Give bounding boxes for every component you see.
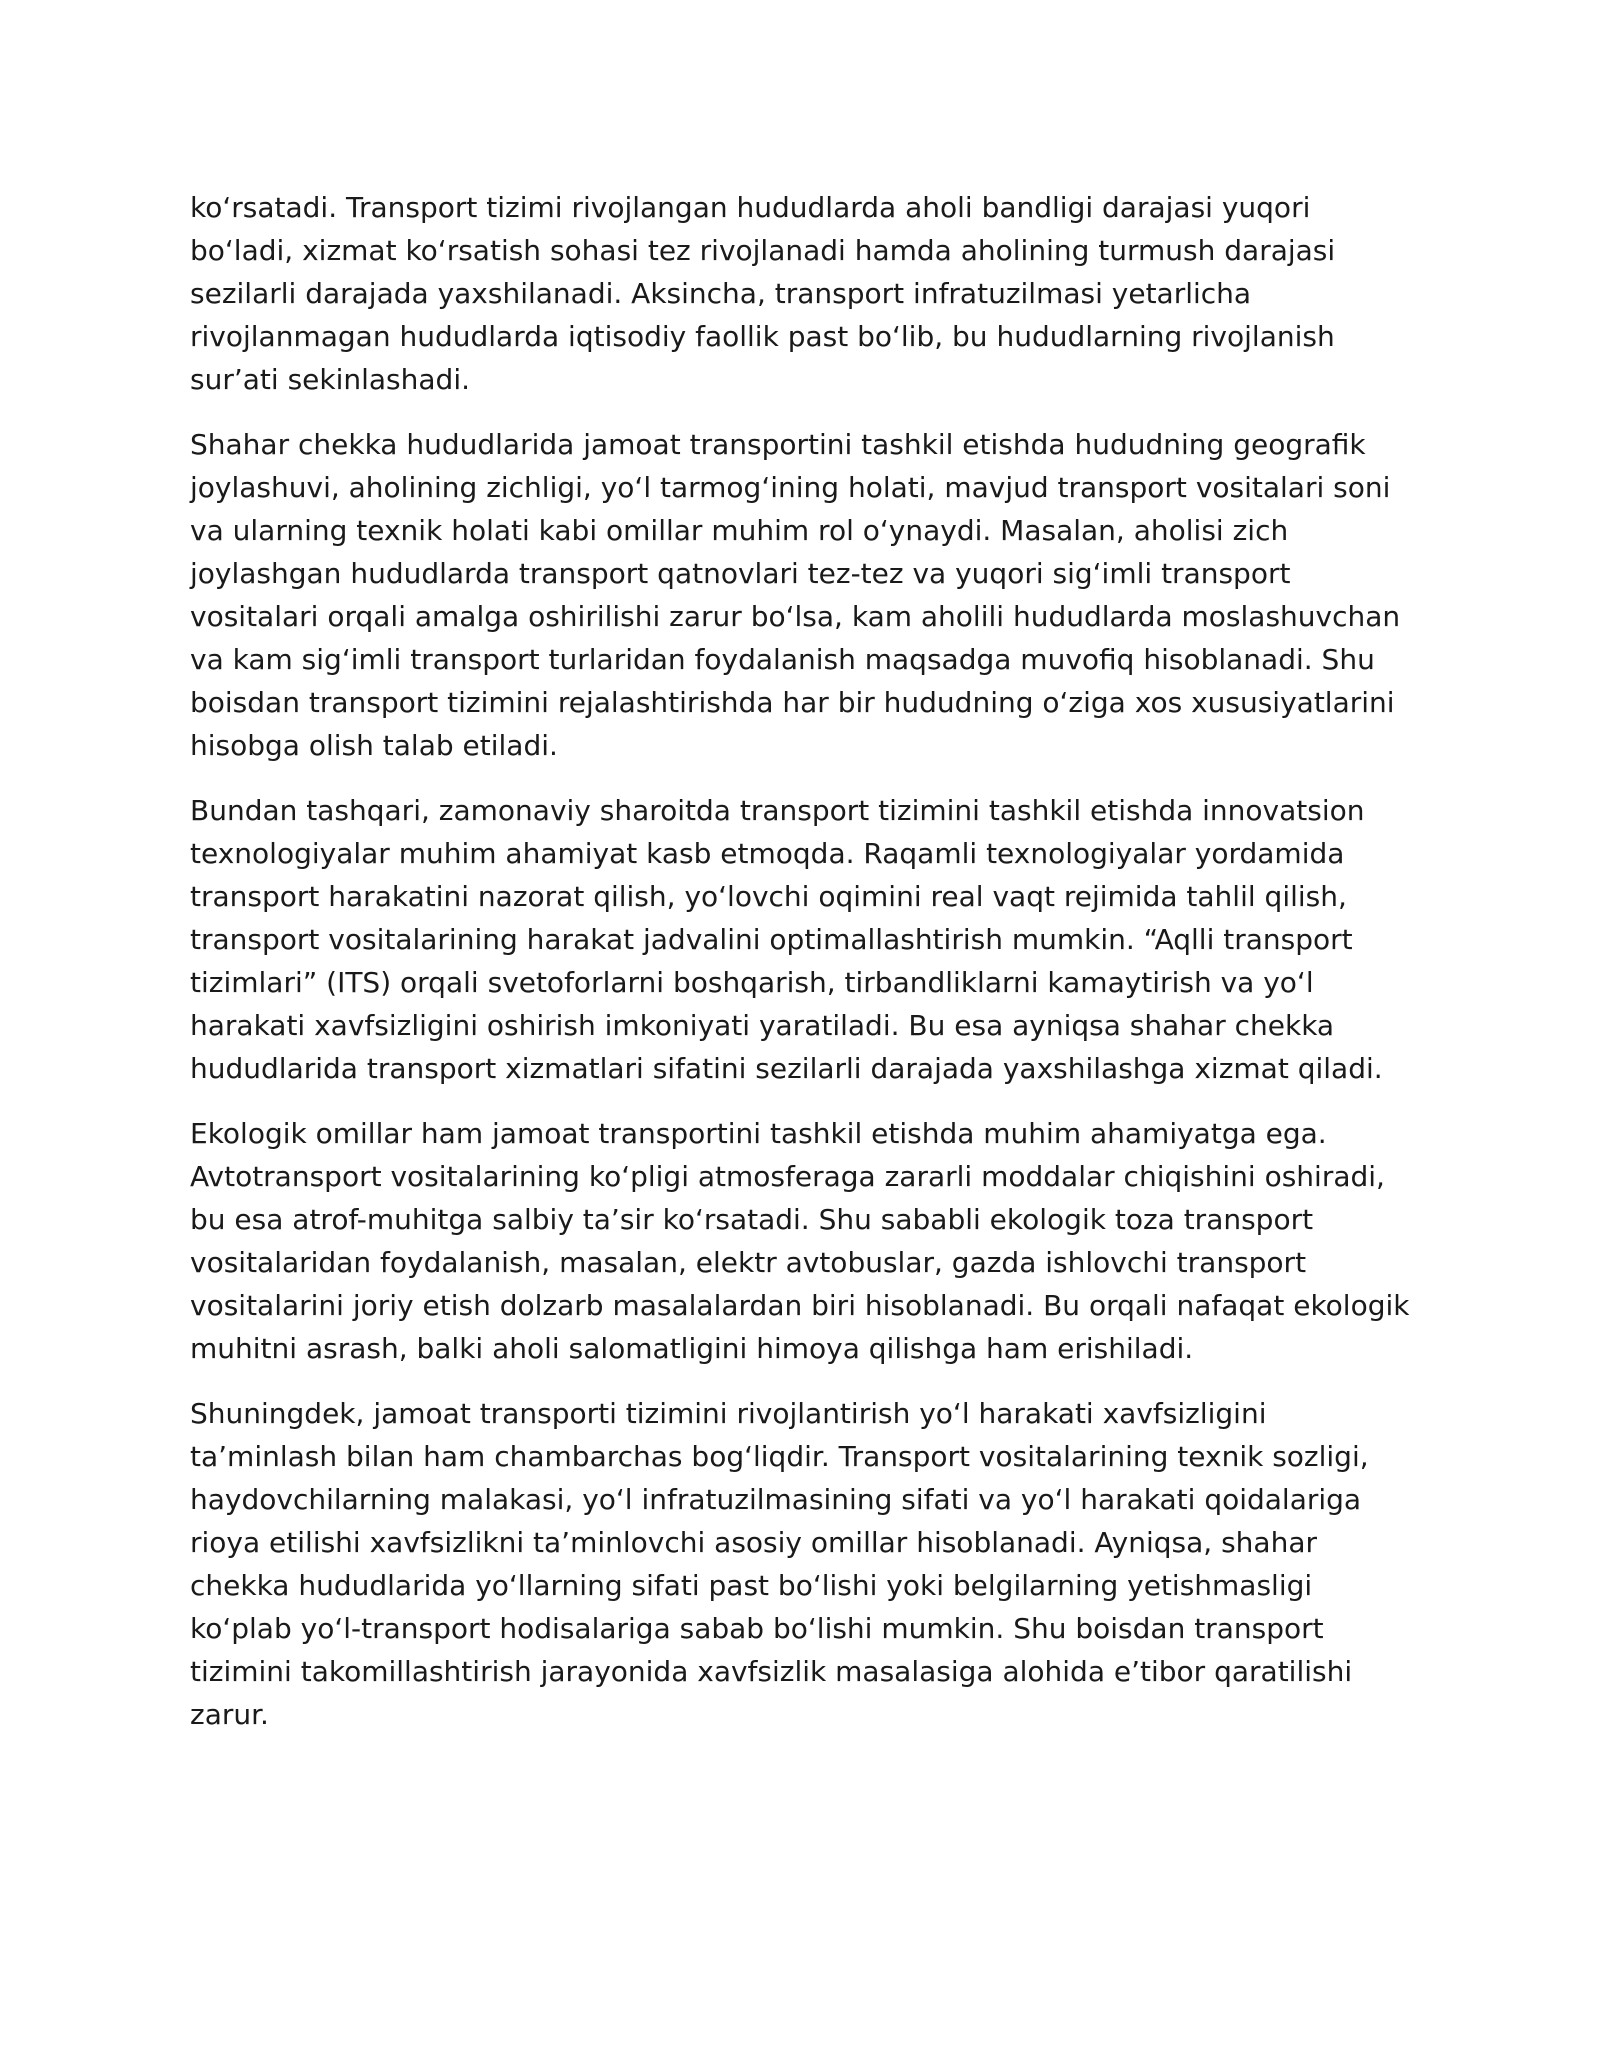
paragraph-2: Shahar chekka hududlarida jamoat transportini tashkil etishda hududning geografik joylashuvi, aholining zichligi, yo‘l tarmog‘ining holati, mavjud transport vositalari soni va ularning texnik holati kabi omillar muhim rol o‘ynaydi. Masalan, aholisi zich joylashgan hududlarda transport qatnovlari tez-tez va yuqori sig‘imli transport vositalari orqali amalga oshirilishi zarur bo‘lsa, kam aholili hududlarda moslashuvchan va kam sig‘imli transport turlaridan foydalanish maqsadga muvofiq hisoblanadi. Shu boisdan transport tizimini rejalashtirishda har bir hududning o‘ziga xos xususiyatlarini hisobga olish talab etiladi. (190, 428, 1401, 762)
paragraph-1: ko‘rsatadi. Transport tizimi rivojlangan hududlarda aholi bandligi darajasi yuqori bo‘ladi, xizmat ko‘rsatish sohasi tez rivojlanadi hamda aholining turmush darajasi sezilarli darajada yaxshilanadi. Aksincha, transport infratuzilmasi yetarlicha rivojlanmagan hududlarda iqtisodiy faollik past bo‘lib, bu hududlarning rivojlanish sur’ati sekinlashadi. (190, 191, 1336, 396)
document-body (190, 186, 1420, 1758)
paragraph-3: Bundan tashqari, zamonaviy sharoitda transport tizimini tashkil etishda innovatsion texnologiyalar muhim ahamiyat kasb etmoqda. Raqamli texnologiyalar yordamida transport harakatini nazorat qilish, yo‘lovchi oqimini real vaqt rejimida tahlil qilish, transport vositalarining harakat jadvalini optimallashtirish mumkin. “Aqlli transport tizimlari” (ITS) orqali svetoforlarni boshqarish, tirbandliklarni kamaytirish va yo‘l harakati xavfsizligini oshirish imkoniyati yaratiladi. Bu esa ayniqsa shahar chekka hududlarida transport xizmatlari sifatini sezilarli darajada yaxshilashga xizmat qiladi. (190, 794, 1383, 1085)
paragraph-5: Shuningdek, jamoat transporti tizimini rivojlantirish yo‘l harakati xavfsizligini ta’minlash bilan ham chambarchas bog‘liqdir. Transport vositalarining texnik sozligi, haydovchilarning malakasi, yo‘l infratuzilmasining sifati va yo‘l harakati qoidalariga rioya etilishi xavfsizlikni ta’minlovchi asosiy omillar hisoblanadi. Ayniqsa, shahar chekka hududlarida yo‘llarning sifati past bo‘lishi yoki belgilarning yetishmasligi ko‘plab yo‘l-transport hodisalariga sabab bo‘lishi mumkin. Shu boisdan transport tizimini takomillashtirish jarayonida xavfsizlik masalasiga alohida e’tibor qaratilishi zarur. (190, 1397, 1369, 1731)
paragraph-4: Ekologik omillar ham jamoat transportini tashkil etishda muhim ahamiyatga ega. Avtotransport vositalarining ko‘pligi atmosferaga zararli moddalar chiqishini oshiradi, bu esa atrof-muhitga salbiy ta’sir ko‘rsatadi. Shu sababli ekologik toza transport vositalaridan foydalanish, masalan, elektr avtobuslar, gazda ishlovchi transport vositalarini joriy etish dolzarb masalalardan biri hisoblanadi. Bu orqali nafaqat ekologik muhitni asrash, balki aholi salomatligini himoya qilishga ham erishiladi. (190, 1117, 1410, 1365)
